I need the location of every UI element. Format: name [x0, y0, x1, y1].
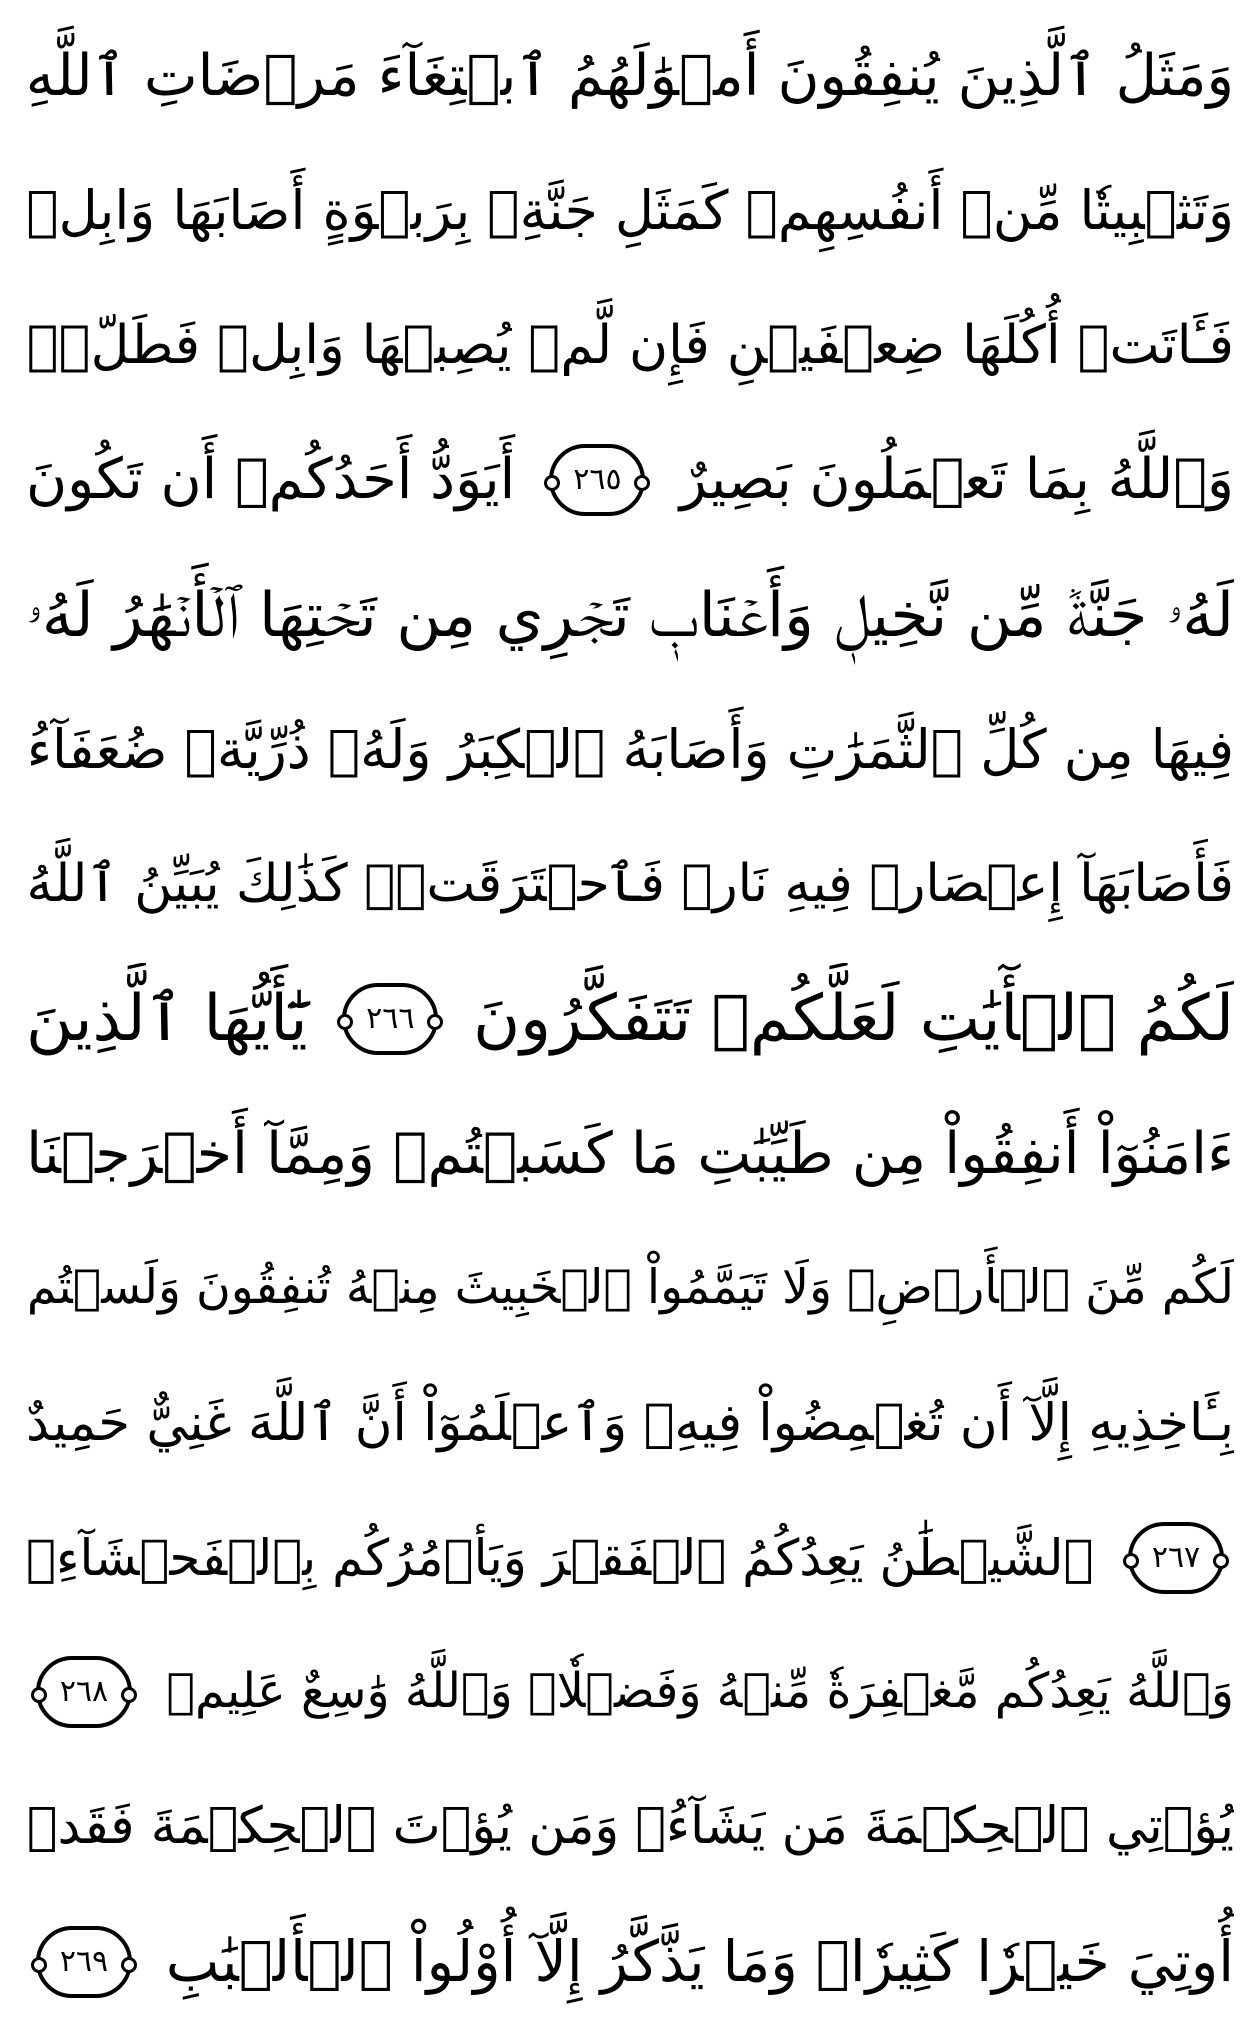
ayah-number-marker: ٢٦٨ — [36, 1656, 132, 1728]
verse-text: ٱلشَّيۡطَٰنُ يَعِدُكُمُ ٱلۡفَقۡرَ وَيَأۡمُرُكُم بِٱلۡفَحۡشَآءِۖ — [26, 1528, 1094, 1587]
verse-text: لَهُۥ جَنَّةٞ مِّن نَّخِيلٖ وَأَعۡنَابٖ تَجۡرِي مِن تَحۡتِهَا ٱلۡأَنۡهَٰرُ لَهُۥ — [26, 578, 1234, 651]
verse-line — [26, 155, 1234, 267]
verse-text: وَمَثَلُ ٱلَّذِينَ يُنفِقُونَ أَمۡوَٰلَهُمُ ٱبۡتِغَآءَ مَرۡضَاتِ ٱللَّهِ — [26, 43, 1234, 109]
verse-text: وَٱللَّهُ يَعِدُكُم مَّغۡفِرَةٗ مِّنۡهُ وَفَضۡلٗاۗ وَٱللَّهُ وَٰسِعٌ عَلِيمٞ — [166, 1664, 1234, 1720]
ayah-number-marker: ٢٦٦ — [342, 983, 438, 1055]
verse-text: أُوتِيَ خَيۡرٗا كَثِيرٗاۗ وَمَا يَذَّكَّرُ إِلَّآ أُوْلُواْ ٱلۡأَلۡبَٰبِ — [165, 1928, 1234, 1995]
verse-text: أَيَوَدُّ أَحَدُكُمۡ أَن تَكُونَ — [26, 447, 516, 513]
verse-text: ءَامَنُوٓاْ أَنفِقُواْ مِن طَيِّبَٰتِ مَا كَسَبۡتُمۡ وَمِمَّآ أَخۡرَجۡنَا — [26, 1119, 1234, 1187]
verse-text: يُؤۡتِي ٱلۡحِكۡمَةَ مَن يَشَآءُۚ وَمَن يُؤۡتَ ٱلۡحِكۡمَةَ فَقَدۡ — [26, 1797, 1234, 1857]
verse-line — [26, 424, 1234, 536]
verse-text: فِيهَا مِن كُلِّ ٱلثَّمَرَٰتِ وَأَصَابَهُ ٱلۡكِبَرُ وَلَهُۥ ذُرِّيَّةٞ ضُعَفَآءُ — [26, 717, 1234, 781]
verse-line — [26, 1906, 1234, 2018]
verse-line — [26, 694, 1234, 806]
verse-line — [26, 20, 1234, 132]
verse-text: بِـَٔاخِذِيهِ إِلَّآ أَن تُغۡمِضُواْ فِيهِۚ وَٱعۡلَمُوٓاْ أَنَّ ٱللَّهَ غَنِيٌّ حَمِيدٌ — [26, 1393, 1234, 1454]
verse-text: وَتَثۡبِيتٗا مِّنۡ أَنفُسِهِمۡ كَمَثَلِ جَنَّةِۭ بِرَبۡوَةٍ أَصَابَهَا وَابِلٞ — [26, 178, 1234, 242]
verse-text: يَٰٓأَيُّهَا ٱلَّذِينَ — [26, 981, 308, 1056]
verse-text: وَٱللَّهُ بِمَا تَعۡمَلُونَ بَصِيرٌ — [679, 447, 1234, 513]
verse-line — [26, 1502, 1234, 1614]
verse-text: لَكُم مِّنَ ٱلۡأَرۡضِۖ وَلَا تَيَمَّمُواْ ٱلۡخَبِيثَ مِنۡهُ تُنفِقُونَ وَلَسۡتُم — [26, 1260, 1234, 1316]
verse-line — [26, 1367, 1234, 1479]
verse-line — [26, 289, 1234, 401]
verse-text: لَكُمُ ٱلۡأٓيَٰتِ لَعَلَّكُمۡ تَتَفَكَّرُونَ — [473, 981, 1234, 1056]
verse-line — [26, 1636, 1234, 1748]
verse-line — [26, 1771, 1234, 1883]
ayah-number-marker: ٢٦٩ — [36, 1926, 132, 1998]
verse-line — [26, 559, 1234, 671]
verse-text: فَـَٔاتَتۡ أُكُلَهَا ضِعۡفَيۡنِ فَإِن لَّمۡ يُصِبۡهَا وَابِلٞ فَطَلّٞۗ — [26, 314, 1234, 377]
verse-text: فَأَصَابَهَآ إِعۡصَارٞ فِيهِ نَارٞ فَٱحۡتَرَقَتۡۗ كَذَٰلِكَ يُبَيِّنُ ٱللَّهُ — [26, 854, 1234, 915]
ayah-number-marker: ٢٦٥ — [549, 444, 645, 516]
verse-line — [26, 1098, 1234, 1210]
verse-line — [26, 1232, 1234, 1344]
verse-line — [26, 963, 1234, 1075]
ayah-number-marker: ٢٦٧ — [1128, 1522, 1224, 1594]
verse-line — [26, 828, 1234, 940]
